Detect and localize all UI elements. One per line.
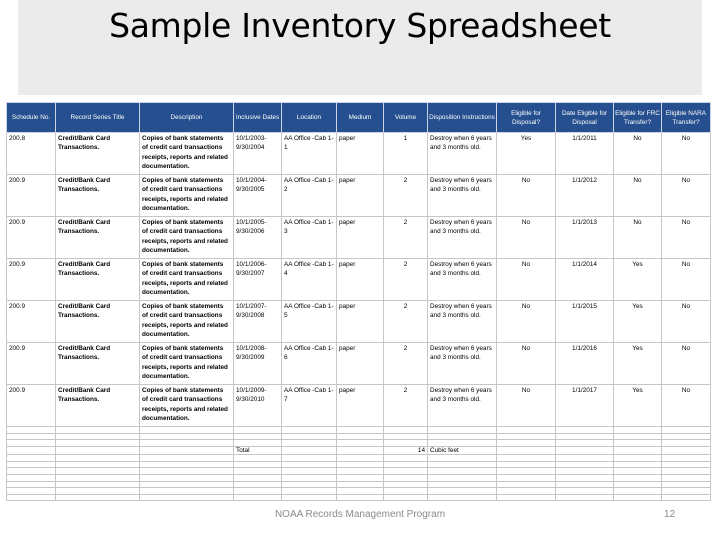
- cell-inclusive-dates[interactable]: 10/1/2007-9/30/2008: [234, 301, 282, 343]
- cell-description[interactable]: Copies of bank statements of credit card transactions receipts, reports and related documentation.: [140, 343, 234, 385]
- slide-title: Sample Inventory Spreadsheet: [109, 6, 611, 45]
- cell-description[interactable]: Copies of bank statements of credit card transactions receipts, reports and related documentation.: [140, 259, 234, 301]
- empty-cell[interactable]: [282, 461, 337, 468]
- empty-cell[interactable]: [337, 440, 384, 447]
- table-row: [7, 343, 711, 385]
- empty-cell[interactable]: [140, 433, 234, 440]
- cell-eligible-nara-transfer[interactable]: No: [662, 301, 711, 343]
- empty-cell[interactable]: [234, 475, 282, 482]
- col-header-eligible-frc-transfer[interactable]: Eligible for FRC Transfer?: [614, 103, 662, 133]
- cell-date-eligible-for-disposal[interactable]: 1/1/2017: [556, 385, 614, 427]
- cell-disposition-instructions[interactable]: Destroy when 6 years and 3 months old.: [428, 175, 497, 217]
- empty-cell[interactable]: [7, 433, 56, 440]
- col-header-disposition-instructions[interactable]: Disposition Instructions: [428, 103, 497, 133]
- empty-cell[interactable]: [234, 494, 282, 501]
- col-header-eligible-for-disposal[interactable]: Eligible for Disposal?: [497, 103, 556, 133]
- slide-footer: NOAA Records Management Program: [274, 509, 446, 520]
- empty-cell[interactable]: [384, 455, 428, 462]
- empty-cell[interactable]: [140, 488, 234, 495]
- blank-row: [7, 455, 711, 462]
- empty-cell[interactable]: [384, 427, 428, 434]
- empty-cell[interactable]: [428, 427, 497, 434]
- cell-eligible-nara-transfer[interactable]: No: [662, 133, 711, 175]
- empty-cell[interactable]: [56, 440, 140, 447]
- empty-cell[interactable]: [497, 446, 556, 455]
- empty-cell[interactable]: [337, 468, 384, 475]
- empty-cell[interactable]: [140, 475, 234, 482]
- empty-cell[interactable]: [614, 433, 662, 440]
- empty-cell[interactable]: [556, 494, 614, 501]
- cell-date-eligible-for-disposal[interactable]: 1/1/2014: [556, 259, 614, 301]
- blank-row: [7, 468, 711, 475]
- empty-cell[interactable]: [428, 494, 497, 501]
- empty-cell[interactable]: [556, 433, 614, 440]
- empty-cell[interactable]: [428, 475, 497, 482]
- empty-cell[interactable]: [497, 488, 556, 495]
- empty-cell[interactable]: [662, 427, 711, 434]
- cell-date-eligible-for-disposal[interactable]: 1/1/2016: [556, 343, 614, 385]
- empty-cell[interactable]: [662, 446, 711, 455]
- empty-cell[interactable]: [56, 488, 140, 495]
- empty-cell[interactable]: [7, 488, 56, 495]
- cell-medium[interactable]: paper: [337, 301, 384, 343]
- empty-cell[interactable]: [282, 427, 337, 434]
- empty-cell[interactable]: [428, 433, 497, 440]
- empty-cell[interactable]: [56, 461, 140, 468]
- empty-cell[interactable]: [337, 433, 384, 440]
- empty-cell[interactable]: [234, 468, 282, 475]
- empty-cell[interactable]: [614, 427, 662, 434]
- cell-date-eligible-for-disposal[interactable]: 1/1/2011: [556, 133, 614, 175]
- table-row: [7, 259, 711, 301]
- empty-cell[interactable]: [56, 481, 140, 488]
- cell-eligible-nara-transfer[interactable]: No: [662, 175, 711, 217]
- col-header-description[interactable]: Description: [140, 103, 234, 133]
- empty-cell[interactable]: [556, 481, 614, 488]
- col-header-medium[interactable]: Medium: [337, 103, 384, 133]
- cell-eligible-for-disposal[interactable]: No: [497, 301, 556, 343]
- empty-cell[interactable]: [428, 461, 497, 468]
- cell-medium[interactable]: paper: [337, 217, 384, 259]
- col-header-inclusive-dates[interactable]: Inclusive Dates: [234, 103, 282, 133]
- empty-cell[interactable]: [234, 461, 282, 468]
- empty-cell[interactable]: [337, 461, 384, 468]
- cell-disposition-instructions[interactable]: Destroy when 6 years and 3 months old.: [428, 133, 497, 175]
- cell-disposition-instructions[interactable]: Destroy when 6 years and 3 months old.: [428, 385, 497, 427]
- cell-volume[interactable]: 2: [384, 343, 428, 385]
- empty-cell[interactable]: [614, 475, 662, 482]
- empty-cell[interactable]: [384, 475, 428, 482]
- empty-cell[interactable]: [140, 446, 234, 455]
- cell-date-eligible-for-disposal[interactable]: 1/1/2013: [556, 217, 614, 259]
- cell-description[interactable]: Copies of bank statements of credit card transactions receipts, reports and related documentation.: [140, 133, 234, 175]
- empty-cell[interactable]: [56, 446, 140, 455]
- table-row: [7, 385, 711, 427]
- empty-cell[interactable]: [428, 468, 497, 475]
- empty-cell[interactable]: [556, 468, 614, 475]
- cell-volume[interactable]: 2: [384, 175, 428, 217]
- empty-cell[interactable]: [337, 446, 384, 455]
- empty-cell[interactable]: [384, 488, 428, 495]
- cell-eligible-nara-transfer[interactable]: No: [662, 217, 711, 259]
- cell-volume[interactable]: 2: [384, 385, 428, 427]
- empty-cell[interactable]: [337, 481, 384, 488]
- cell-location[interactable]: AA Office -Cab 1-6: [282, 343, 337, 385]
- cell-volume[interactable]: 2: [384, 301, 428, 343]
- empty-cell[interactable]: [234, 427, 282, 434]
- empty-cell[interactable]: [337, 475, 384, 482]
- cell-disposition-instructions[interactable]: Destroy when 6 years and 3 months old.: [428, 259, 497, 301]
- empty-cell[interactable]: [614, 461, 662, 468]
- empty-cell[interactable]: [282, 455, 337, 462]
- empty-cell[interactable]: [282, 440, 337, 447]
- total-row: [7, 446, 711, 455]
- cell-record-series-title[interactable]: Credit/Bank Card Transactions.: [56, 259, 140, 301]
- cell-medium[interactable]: paper: [337, 343, 384, 385]
- empty-cell[interactable]: [614, 446, 662, 455]
- col-header-date-eligible-for-disposal[interactable]: Date Eligible for Disposal: [556, 103, 614, 133]
- blank-row: [7, 475, 711, 482]
- empty-cell[interactable]: [140, 440, 234, 447]
- cell-volume[interactable]: 2: [384, 259, 428, 301]
- cell-medium[interactable]: paper: [337, 259, 384, 301]
- empty-cell[interactable]: [662, 455, 711, 462]
- cell-volume[interactable]: 2: [384, 217, 428, 259]
- cell-date-eligible-for-disposal[interactable]: 1/1/2012: [556, 175, 614, 217]
- cell-medium[interactable]: paper: [337, 175, 384, 217]
- cell-location[interactable]: AA Office -Cab 1-2: [282, 175, 337, 217]
- empty-cell[interactable]: [497, 440, 556, 447]
- cell-record-series-title[interactable]: Credit/Bank Card Transactions.: [56, 385, 140, 427]
- empty-cell[interactable]: [614, 481, 662, 488]
- empty-cell[interactable]: [56, 475, 140, 482]
- cell-eligible-frc-transfer[interactable]: Yes: [614, 301, 662, 343]
- empty-cell[interactable]: [282, 433, 337, 440]
- cell-eligible-frc-transfer[interactable]: Yes: [614, 259, 662, 301]
- cell-description[interactable]: Copies of bank statements of credit card transactions receipts, reports and related documentation.: [140, 217, 234, 259]
- cell-inclusive-dates[interactable]: 10/1/2009-9/30/2010: [234, 385, 282, 427]
- blank-row: [7, 427, 711, 434]
- col-header-record-series-title[interactable]: Record Series Title: [56, 103, 140, 133]
- cell-disposition-instructions[interactable]: Destroy when 6 years and 3 months old.: [428, 343, 497, 385]
- table-row: [7, 133, 711, 175]
- empty-cell[interactable]: [614, 494, 662, 501]
- page-number: 12: [664, 509, 676, 520]
- empty-cell[interactable]: [497, 427, 556, 434]
- cell-location[interactable]: AA Office -Cab 1-3: [282, 217, 337, 259]
- empty-cell[interactable]: [7, 481, 56, 488]
- col-header-eligible-nara-transfer[interactable]: Eligible NARA Transfer?: [662, 103, 711, 133]
- cell-record-series-title[interactable]: Credit/Bank Card Transactions.: [56, 133, 140, 175]
- cell-medium[interactable]: paper: [337, 133, 384, 175]
- empty-cell[interactable]: [384, 433, 428, 440]
- empty-cell[interactable]: [614, 455, 662, 462]
- empty-cell[interactable]: [384, 440, 428, 447]
- empty-cell[interactable]: [282, 481, 337, 488]
- empty-cell[interactable]: [234, 433, 282, 440]
- empty-cell[interactable]: [556, 440, 614, 447]
- empty-cell[interactable]: [282, 488, 337, 495]
- empty-cell[interactable]: [140, 427, 234, 434]
- empty-cell[interactable]: [662, 468, 711, 475]
- table-row: [7, 217, 711, 259]
- blank-row: [7, 494, 711, 501]
- empty-cell[interactable]: [7, 494, 56, 501]
- total-volume[interactable]: 14: [384, 446, 428, 455]
- empty-cell[interactable]: [497, 461, 556, 468]
- cell-medium[interactable]: paper: [337, 385, 384, 427]
- cell-disposition-instructions[interactable]: Destroy when 6 years and 3 months old.: [428, 301, 497, 343]
- empty-cell[interactable]: [56, 433, 140, 440]
- empty-cell[interactable]: [384, 461, 428, 468]
- empty-cell[interactable]: [7, 455, 56, 462]
- cell-eligible-nara-transfer[interactable]: No: [662, 385, 711, 427]
- cell-schedule-no[interactable]: 200.9: [7, 385, 56, 427]
- blank-row: [7, 433, 711, 440]
- empty-cell[interactable]: [614, 488, 662, 495]
- total-unit[interactable]: Cubic feet: [428, 446, 497, 455]
- empty-cell[interactable]: [614, 440, 662, 447]
- cell-eligible-nara-transfer[interactable]: No: [662, 259, 711, 301]
- cell-eligible-for-disposal[interactable]: No: [497, 259, 556, 301]
- cell-schedule-no[interactable]: 200.9: [7, 175, 56, 217]
- empty-cell[interactable]: [556, 488, 614, 495]
- inventory-table: [6, 102, 711, 501]
- empty-cell[interactable]: [497, 481, 556, 488]
- empty-cell[interactable]: [234, 455, 282, 462]
- col-header-volume[interactable]: Volume: [384, 103, 428, 133]
- cell-inclusive-dates[interactable]: 10/1/2008-9/30/2009: [234, 343, 282, 385]
- empty-cell[interactable]: [56, 427, 140, 434]
- empty-cell[interactable]: [56, 468, 140, 475]
- empty-cell[interactable]: [428, 488, 497, 495]
- empty-cell[interactable]: [497, 468, 556, 475]
- cell-schedule-no[interactable]: 200.9: [7, 259, 56, 301]
- cell-eligible-for-disposal[interactable]: No: [497, 385, 556, 427]
- empty-cell[interactable]: [556, 446, 614, 455]
- cell-date-eligible-for-disposal[interactable]: 1/1/2015: [556, 301, 614, 343]
- cell-eligible-for-disposal[interactable]: No: [497, 175, 556, 217]
- cell-eligible-frc-transfer[interactable]: Yes: [614, 343, 662, 385]
- empty-cell[interactable]: [662, 494, 711, 501]
- empty-cell[interactable]: [7, 440, 56, 447]
- empty-cell[interactable]: [282, 446, 337, 455]
- empty-cell[interactable]: [140, 455, 234, 462]
- cell-eligible-for-disposal[interactable]: No: [497, 343, 556, 385]
- cell-inclusive-dates[interactable]: 10/1/2006-9/30/2007: [234, 259, 282, 301]
- empty-cell[interactable]: [428, 440, 497, 447]
- empty-cell[interactable]: [56, 494, 140, 501]
- empty-cell[interactable]: [140, 494, 234, 501]
- cell-eligible-frc-transfer[interactable]: Yes: [614, 385, 662, 427]
- empty-cell[interactable]: [282, 494, 337, 501]
- cell-eligible-frc-transfer[interactable]: No: [614, 175, 662, 217]
- blank-row: [7, 481, 711, 488]
- cell-volume[interactable]: 1: [384, 133, 428, 175]
- empty-cell[interactable]: [7, 427, 56, 434]
- cell-description[interactable]: Copies of bank statements of credit card transactions receipts, reports and related documentation.: [140, 385, 234, 427]
- cell-inclusive-dates[interactable]: 10/1/2004-9/30/2005: [234, 175, 282, 217]
- cell-record-series-title[interactable]: Credit/Bank Card Transactions.: [56, 301, 140, 343]
- empty-cell[interactable]: [497, 475, 556, 482]
- empty-cell[interactable]: [428, 455, 497, 462]
- empty-cell[interactable]: [234, 488, 282, 495]
- empty-cell[interactable]: [337, 494, 384, 501]
- cell-schedule-no[interactable]: 200.9: [7, 343, 56, 385]
- empty-cell[interactable]: [662, 475, 711, 482]
- cell-schedule-no[interactable]: 200.9: [7, 217, 56, 259]
- empty-cell[interactable]: [337, 455, 384, 462]
- cell-disposition-instructions[interactable]: Destroy when 6 years and 3 months old.: [428, 217, 497, 259]
- empty-cell[interactable]: [497, 433, 556, 440]
- cell-schedule-no[interactable]: 200.8: [7, 133, 56, 175]
- empty-cell[interactable]: [7, 446, 56, 455]
- cell-location[interactable]: AA Office -Cab 1-5: [282, 301, 337, 343]
- cell-description[interactable]: Copies of bank statements of credit card transactions receipts, reports and related documentation.: [140, 175, 234, 217]
- cell-record-series-title[interactable]: Credit/Bank Card Transactions.: [56, 217, 140, 259]
- cell-location[interactable]: AA Office -Cab 1-1: [282, 133, 337, 175]
- cell-eligible-frc-transfer[interactable]: No: [614, 217, 662, 259]
- cell-location[interactable]: AA Office -Cab 1-4: [282, 259, 337, 301]
- cell-record-series-title[interactable]: Credit/Bank Card Transactions.: [56, 343, 140, 385]
- table-row: [7, 175, 711, 217]
- cell-location[interactable]: AA Office -Cab 1-7: [282, 385, 337, 427]
- empty-cell[interactable]: [662, 481, 711, 488]
- cell-eligible-for-disposal[interactable]: No: [497, 217, 556, 259]
- empty-cell[interactable]: [556, 475, 614, 482]
- empty-cell[interactable]: [7, 475, 56, 482]
- cell-eligible-frc-transfer[interactable]: No: [614, 133, 662, 175]
- empty-cell[interactable]: [7, 468, 56, 475]
- empty-cell[interactable]: [614, 468, 662, 475]
- empty-cell[interactable]: [556, 455, 614, 462]
- cell-inclusive-dates[interactable]: 10/1/2005-9/30/2006: [234, 217, 282, 259]
- empty-cell[interactable]: [428, 481, 497, 488]
- cell-eligible-for-disposal[interactable]: Yes: [497, 133, 556, 175]
- total-label[interactable]: Total: [234, 446, 282, 455]
- header-row: [7, 103, 711, 133]
- empty-cell[interactable]: [384, 481, 428, 488]
- empty-cell[interactable]: [662, 440, 711, 447]
- empty-cell[interactable]: [497, 455, 556, 462]
- col-header-location[interactable]: Location: [282, 103, 337, 133]
- col-header-schedule-no[interactable]: Schedule No.: [7, 103, 56, 133]
- empty-cell[interactable]: [56, 455, 140, 462]
- empty-cell[interactable]: [556, 461, 614, 468]
- empty-cell[interactable]: [384, 468, 428, 475]
- empty-cell[interactable]: [282, 468, 337, 475]
- blank-row: [7, 488, 711, 495]
- empty-cell[interactable]: [140, 481, 234, 488]
- empty-cell[interactable]: [662, 461, 711, 468]
- blank-row: [7, 440, 711, 447]
- empty-cell[interactable]: [234, 440, 282, 447]
- empty-cell[interactable]: [282, 475, 337, 482]
- empty-cell[interactable]: [662, 488, 711, 495]
- table-row: [7, 301, 711, 343]
- empty-cell[interactable]: [662, 433, 711, 440]
- cell-schedule-no[interactable]: 200.9: [7, 301, 56, 343]
- empty-cell[interactable]: [497, 494, 556, 501]
- empty-cell[interactable]: [140, 461, 234, 468]
- blank-row: [7, 461, 711, 468]
- cell-record-series-title[interactable]: Credit/Bank Card Transactions.: [56, 175, 140, 217]
- cell-inclusive-dates[interactable]: 10/1/2003-9/30/2004: [234, 133, 282, 175]
- empty-cell[interactable]: [337, 427, 384, 434]
- empty-cell[interactable]: [384, 494, 428, 501]
- empty-cell[interactable]: [556, 427, 614, 434]
- empty-cell[interactable]: [140, 468, 234, 475]
- cell-description[interactable]: Copies of bank statements of credit card transactions receipts, reports and related documentation.: [140, 301, 234, 343]
- cell-eligible-nara-transfer[interactable]: No: [662, 343, 711, 385]
- empty-cell[interactable]: [234, 481, 282, 488]
- empty-cell[interactable]: [337, 488, 384, 495]
- empty-cell[interactable]: [7, 461, 56, 468]
